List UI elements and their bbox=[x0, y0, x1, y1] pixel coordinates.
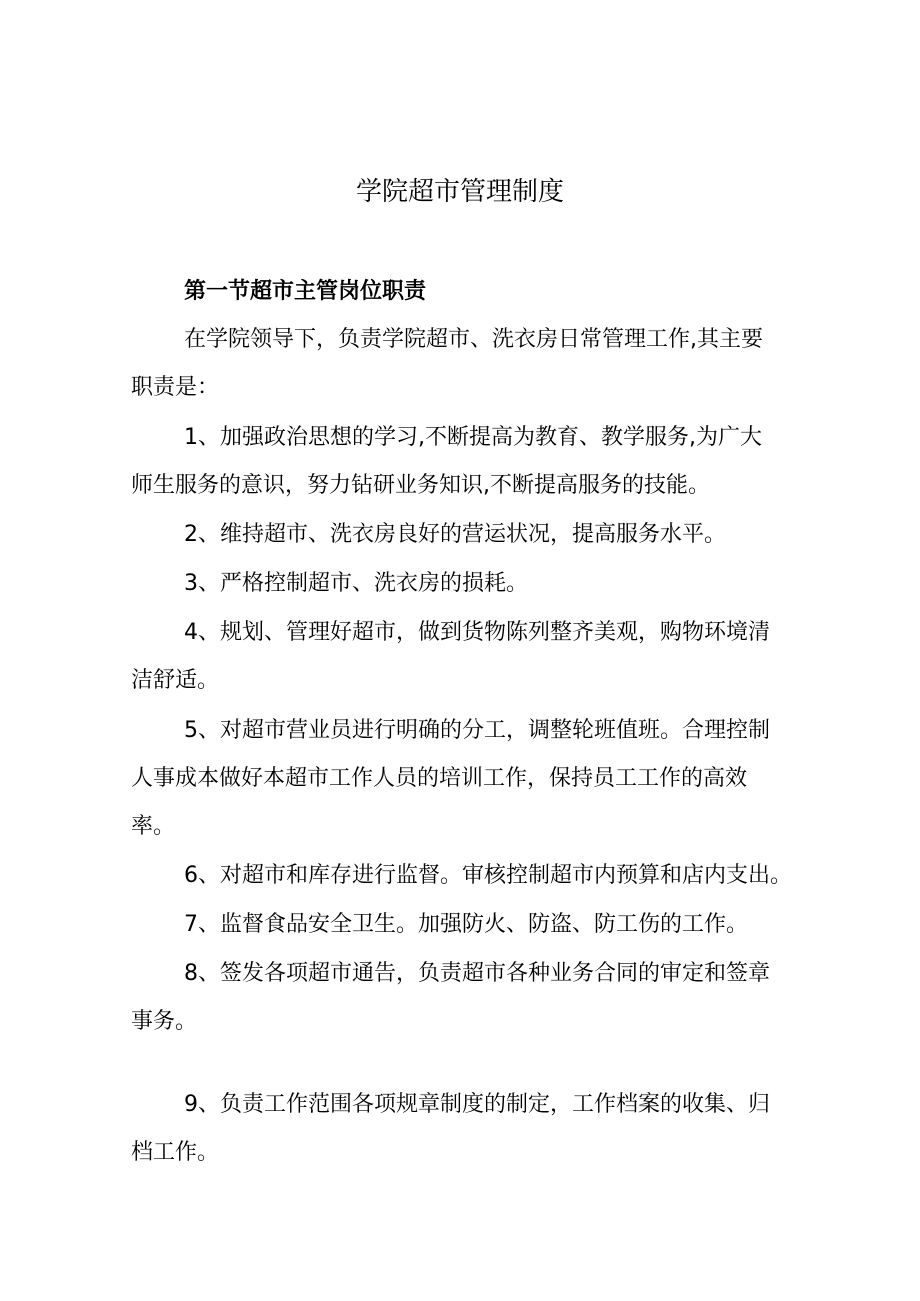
item-5-line-3: 率。 bbox=[131, 814, 176, 839]
document-title: 学院超市管理制度 bbox=[355, 177, 564, 207]
item-2-line-1: 2、维持超市、洗衣房良好的营运状况，提高服务水平。 bbox=[184, 522, 726, 547]
item-4-line-1: 4、规划、管理好超市，做到货物陈列整齐美观，购物环境清 bbox=[184, 620, 770, 645]
item-5-line-1: 5、对超市营业员进行明确的分工，调整轮班值班。合理控制 bbox=[184, 718, 770, 743]
item-9-line-2: 档工作。 bbox=[131, 1140, 220, 1165]
item-7-line-1: 7、监督食品安全卫生。加强防火、防盗、防工伤的工作。 bbox=[184, 912, 748, 937]
section-heading: 第一节超市主管岗位职责 bbox=[184, 279, 427, 304]
item-8-line-1: 8、签发各项超市通告，负责超市各种业务合同的审定和签章 bbox=[184, 961, 770, 986]
item-5-line-2: 人事成本做好本超市工作人员的培训工作，保持员工工作的高效 bbox=[131, 766, 748, 791]
item-4-line-2: 洁舒适。 bbox=[131, 668, 220, 693]
item-1-line-1: 1、加强政治思想的学习,不断提高为教育、教学服务,为广大 bbox=[184, 425, 762, 450]
item-1-line-2: 师生服务的意识，努力钻研业务知识,不断提高服务的技能。 bbox=[131, 473, 710, 498]
item-6-line-1: 6、对超市和库存进行监督。审核控制超市内预算和店内支出。 bbox=[184, 863, 792, 888]
item-9-line-1: 9、负责工作范围各项规章制度的制定，工作档案的收集、归 bbox=[184, 1092, 770, 1117]
item-3-line-1: 3、严格控制超市、洗衣房的损耗。 bbox=[184, 571, 528, 596]
item-8-line-2: 事务。 bbox=[131, 1009, 198, 1034]
intro-line-1: 在学院领导下，负责学院超市、洗衣房日常管理工作,其主要 bbox=[184, 327, 763, 352]
intro-line-2: 职责是： bbox=[131, 375, 220, 400]
